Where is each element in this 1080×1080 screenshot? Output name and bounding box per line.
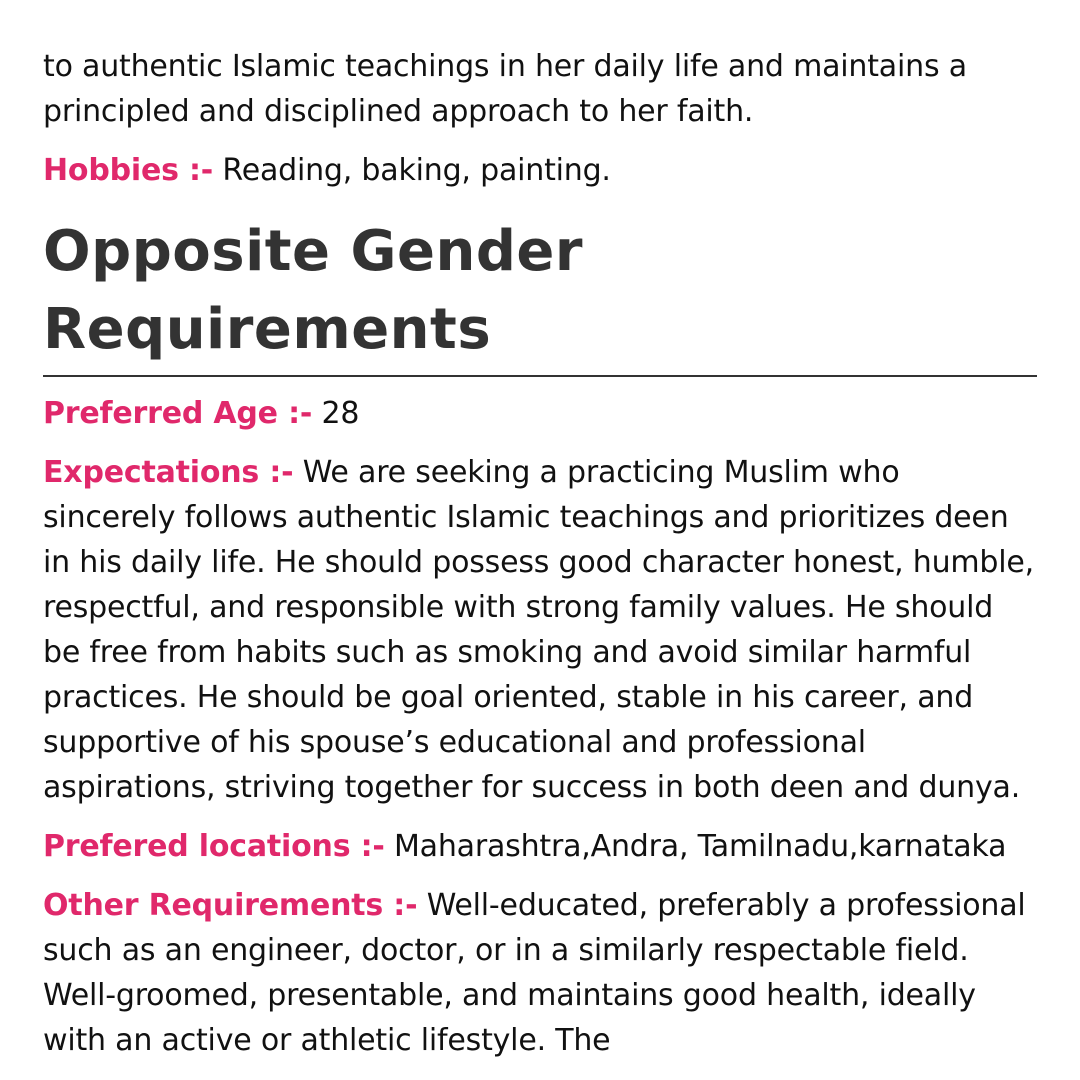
- preferred-locations-value: Maharashtra,Andra, Tamilnadu,karnataka: [394, 829, 1007, 864]
- section-title: Opposite Gender Requirements: [43, 219, 584, 362]
- other-requirements-label: Other Requirements :-: [43, 888, 418, 923]
- preferred-age-value: 28: [321, 396, 360, 431]
- expectations-value: We are seeking a practicing Muslim who sincerely follows authentic Islamic teachings and prioritizes deen in his daily life. He should possess good character honest, humble, respectful, and responsible with strong family values. He should be free from habits such as smoking and avoid similar harmful practices. He should be goal oriented, stable in his career, and supportive of his spouse’s educational and professional aspirations, striving together for success in both deen and dunya.: [43, 455, 1034, 805]
- preferred-age-line: [43, 391, 1037, 436]
- expectations-label: Expectations :-: [43, 455, 294, 490]
- other-requirements-paragraph: [43, 883, 1037, 1063]
- intro-paragraph: to authentic Islamic teachings in her daily life and maintains a principled and disciplined approach to her faith.: [43, 49, 967, 129]
- expectations-paragraph: [43, 450, 1037, 810]
- hobbies-line: [43, 148, 1037, 193]
- other-requirements-value: Well-educated, preferably a professional such as an engineer, doctor, or in a similarly respectable field. Well-groomed, presentable, and maintains good health, ideally with an active or athletic lifestyle. The: [43, 888, 1026, 1058]
- preferred-locations-label: Prefered locations :-: [43, 829, 385, 864]
- preferred-locations-line: [43, 824, 1037, 869]
- preferred-age-label: Preferred Age :-: [43, 396, 313, 431]
- profile-document: [43, 44, 1037, 1063]
- hobbies-value: Reading, baking, painting.: [222, 153, 611, 188]
- hobbies-label: Hobbies :-: [43, 153, 214, 188]
- section-divider: [43, 375, 1037, 377]
